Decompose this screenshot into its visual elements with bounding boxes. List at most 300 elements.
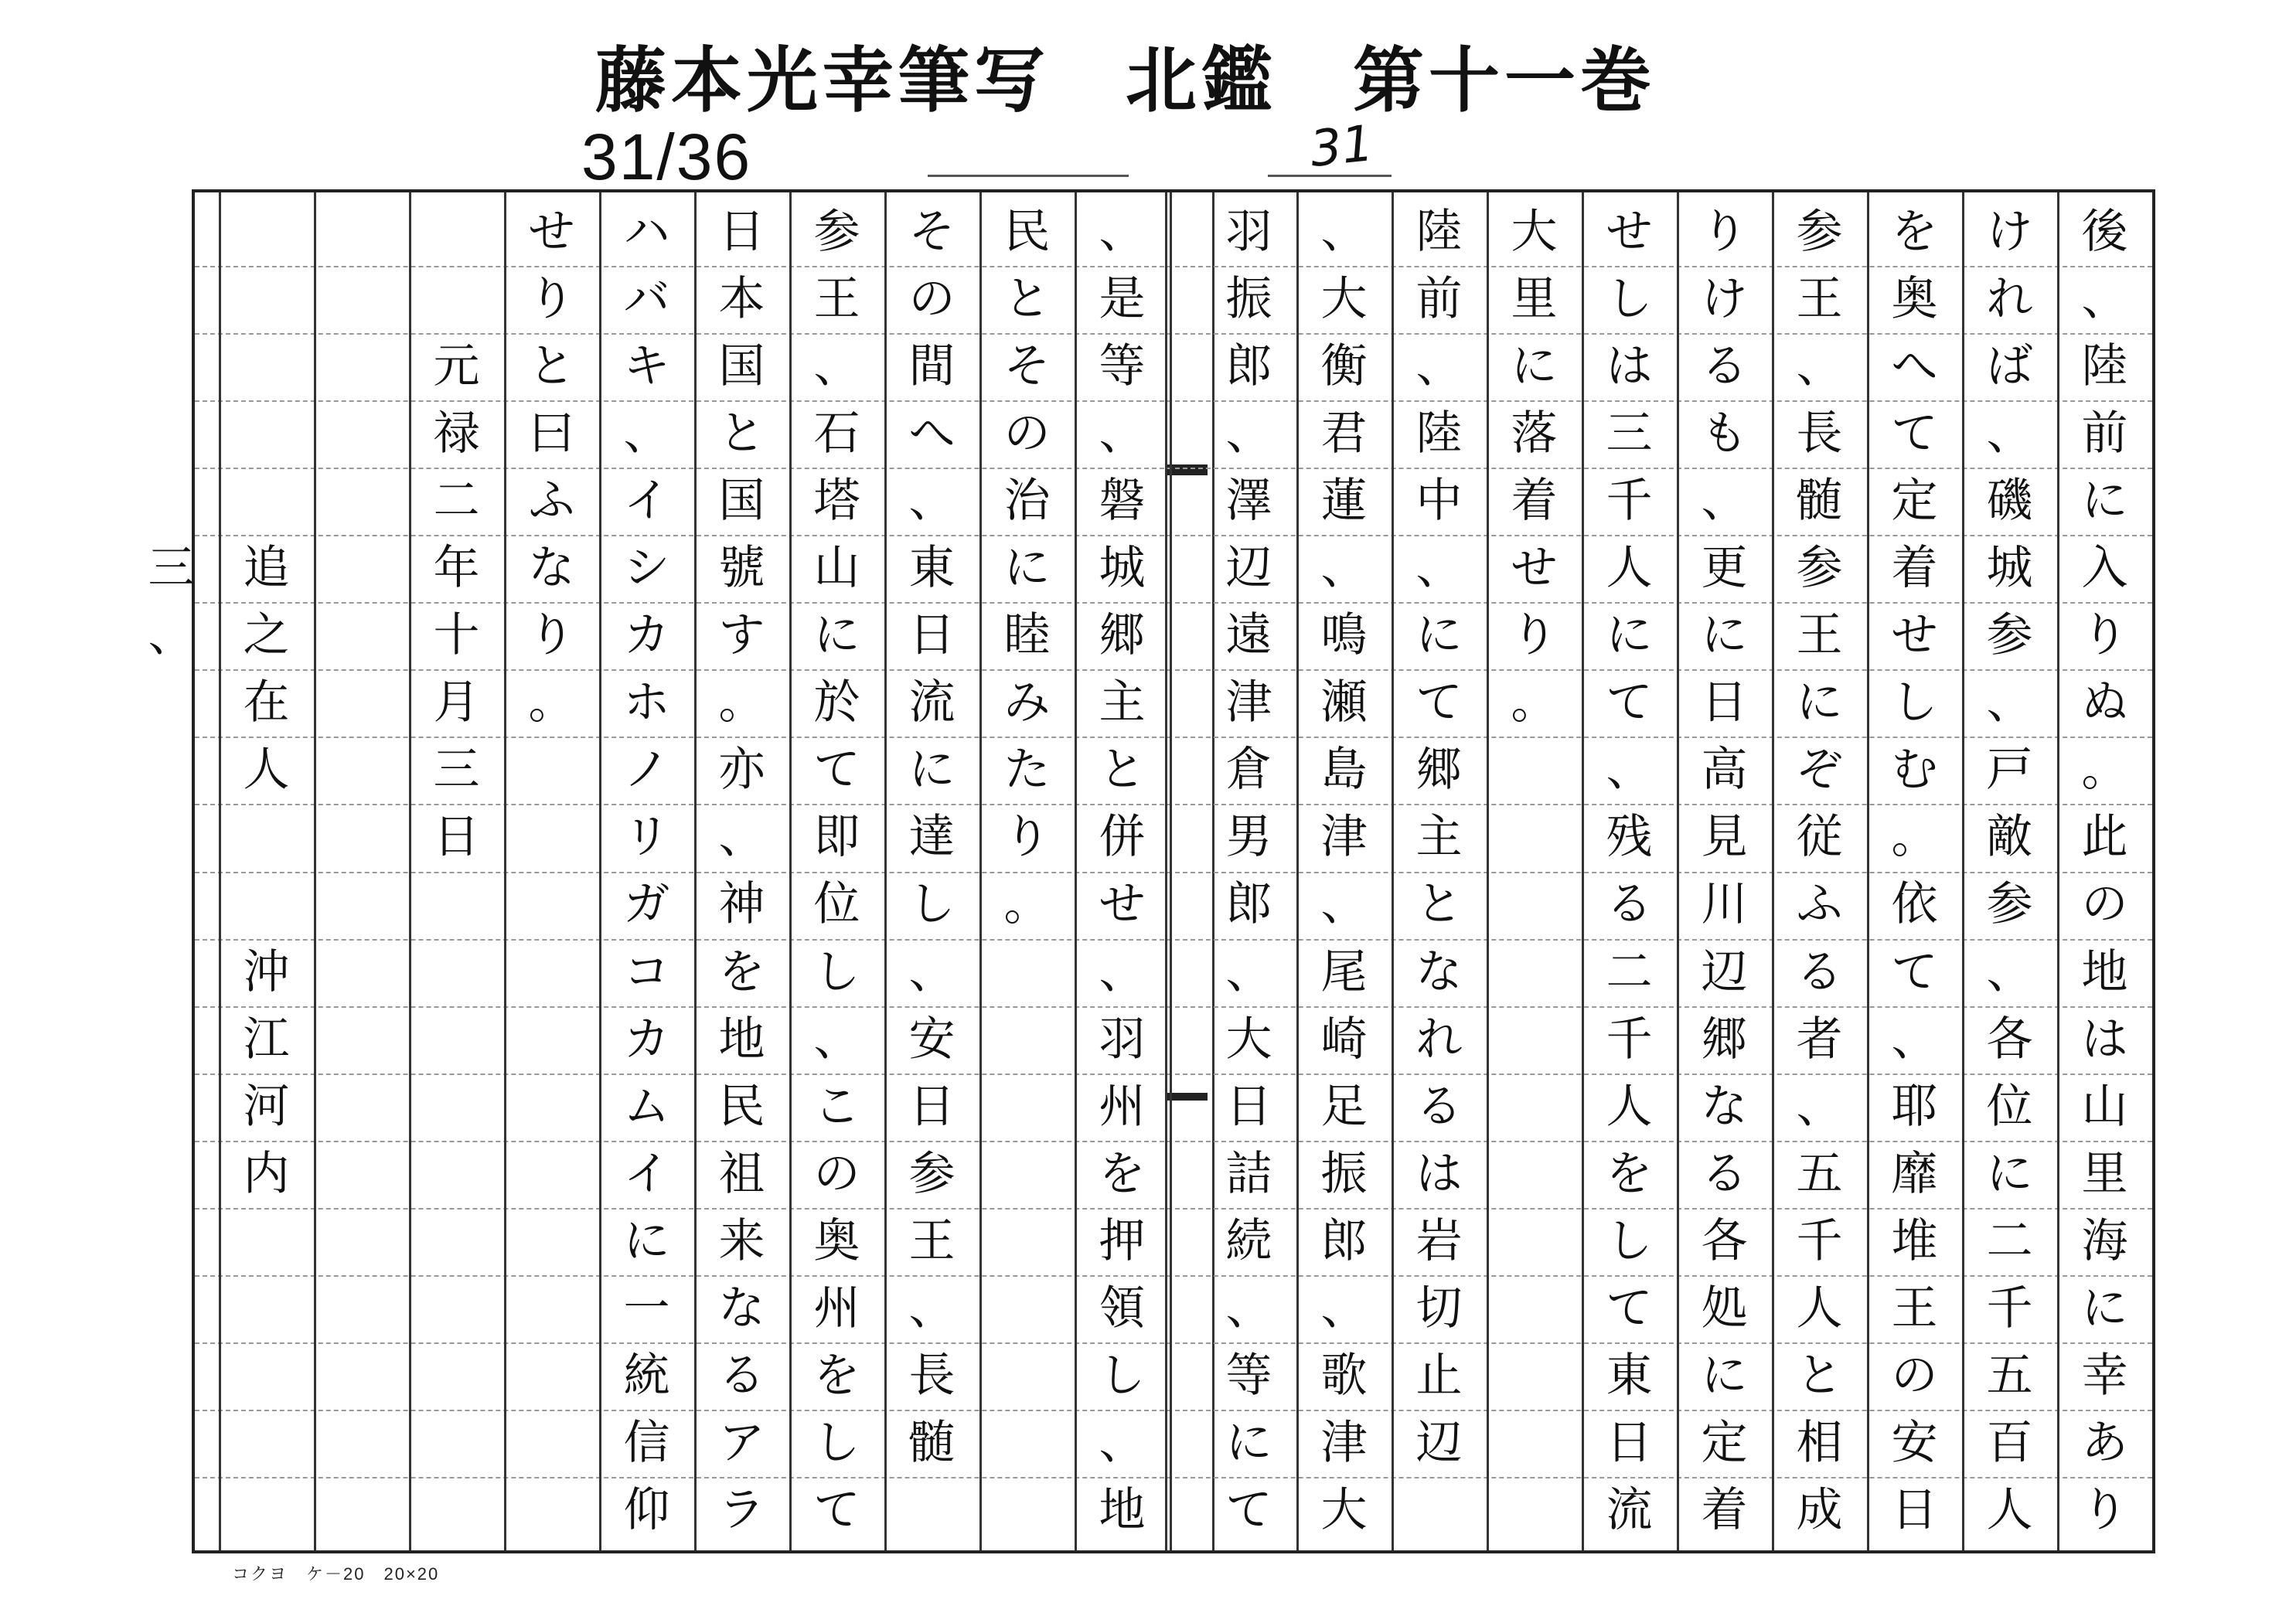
- manuscript-char: り: [1511, 608, 1558, 663]
- manuscript-char: け: [1986, 205, 2033, 259]
- manuscript-char: 東: [908, 541, 956, 596]
- manuscript-char: 城: [1986, 541, 2033, 596]
- manuscript-char: [314, 1275, 409, 1342]
- manuscript-char: り: [2081, 1482, 2128, 1537]
- manuscript-char: は: [1415, 1146, 1463, 1201]
- manuscript-column: [979, 199, 1075, 1544]
- manuscript-char: 遠: [1225, 608, 1272, 663]
- manuscript-char: ふ: [528, 474, 575, 529]
- document-title: 藤本光幸筆写 北鑑 第十一巻: [595, 39, 1657, 122]
- manuscript-char: 、: [1986, 675, 2033, 730]
- manuscript-char: 津: [1320, 810, 1368, 865]
- manuscript-char: [219, 1275, 314, 1342]
- manuscript-char: 日: [1891, 1482, 1938, 1537]
- manuscript-char: に: [1003, 541, 1051, 596]
- manuscript-char: [124, 400, 219, 468]
- manuscript-char: し: [1891, 675, 1938, 730]
- manuscript-char: イ: [623, 474, 670, 529]
- manuscript-char: 主: [1099, 675, 1146, 730]
- manuscript-char: 即: [813, 810, 860, 865]
- manuscript-char: 入: [2081, 541, 2128, 596]
- manuscript-char: る: [1415, 1079, 1463, 1134]
- manuscript-char: [314, 737, 409, 804]
- manuscript-char: [884, 1477, 979, 1544]
- manuscript-char: 十: [433, 608, 480, 663]
- manuscript-char: 信: [623, 1415, 670, 1470]
- manuscript-char: ア: [718, 1415, 765, 1470]
- manuscript-char: [979, 1477, 1075, 1544]
- manuscript-char: 、: [1320, 1281, 1368, 1335]
- manuscript-char: 沖: [243, 944, 290, 999]
- manuscript-char: て: [1415, 675, 1463, 730]
- manuscript-char: に: [813, 608, 860, 663]
- manuscript-char: [1487, 1208, 1582, 1275]
- manuscript-char: な: [1415, 944, 1463, 999]
- manuscript-char: 振: [1225, 272, 1272, 327]
- manuscript-char: [979, 1342, 1075, 1410]
- manuscript-char: し: [908, 877, 956, 932]
- manuscript-column: [1201, 199, 1296, 1544]
- manuscript-char: 続: [1225, 1213, 1272, 1268]
- manuscript-char: [314, 1141, 409, 1208]
- manuscript-column: [599, 199, 694, 1544]
- manuscript-char: 倉: [1225, 743, 1272, 798]
- manuscript-char: 州: [813, 1281, 860, 1335]
- manuscript-char: [314, 468, 409, 535]
- manuscript-char: 衡: [1320, 339, 1368, 394]
- manuscript-char: 。: [2081, 743, 2128, 798]
- manuscript-char: 治: [1003, 474, 1051, 529]
- manuscript-char: す: [718, 608, 765, 663]
- manuscript-char: 、: [623, 407, 670, 461]
- manuscript-column: [1487, 199, 1582, 1544]
- manuscript-char: 王: [1796, 608, 1843, 663]
- manuscript-char: [1487, 804, 1582, 871]
- manuscript-char: 尾: [1320, 944, 1368, 999]
- manuscript-char: [124, 199, 219, 266]
- manuscript-char: 津: [1320, 1415, 1368, 1470]
- manuscript-char: 蓮: [1320, 474, 1368, 529]
- manuscript-char: と: [528, 339, 575, 394]
- manuscript-char: の: [2081, 877, 2128, 932]
- handwritten-page-number: 31: [1307, 114, 1377, 179]
- manuscript-char: て: [813, 743, 860, 798]
- manuscript-char: 津: [1225, 675, 1272, 730]
- manuscript-char: る: [1701, 1146, 1748, 1201]
- manuscript-char: に: [1986, 1146, 2033, 1201]
- manuscript-char: 千: [1606, 1012, 1653, 1067]
- manuscript-char: の: [1891, 1348, 1938, 1403]
- manuscript-char: 高: [1701, 743, 1748, 798]
- manuscript-char: [979, 939, 1075, 1006]
- manuscript-char: 領: [1099, 1281, 1146, 1335]
- manuscript-char: [979, 1141, 1075, 1208]
- manuscript-char: て: [1225, 1482, 1272, 1537]
- manuscript-char: に: [1701, 608, 1748, 663]
- manuscript-char: る: [1606, 877, 1653, 932]
- manuscript-char: 髄: [908, 1415, 956, 1470]
- manuscript-char: 人: [243, 743, 290, 798]
- manuscript-char: 里: [1511, 272, 1558, 327]
- manuscript-char: 地: [1099, 1482, 1146, 1537]
- manuscript-char: 定: [1701, 1415, 1748, 1470]
- manuscript-char: 前: [1415, 272, 1463, 327]
- manuscript-char: 羽: [1225, 205, 1272, 259]
- manuscript-char: [124, 333, 219, 400]
- manuscript-char: 鳴: [1320, 608, 1368, 663]
- manuscript-char: 千: [1796, 1213, 1843, 1268]
- manuscript-char: [1487, 1073, 1582, 1141]
- manuscript-char: の: [908, 272, 956, 327]
- manuscript-char: 川: [1701, 877, 1748, 932]
- manuscript-char: ば: [1986, 339, 2033, 394]
- manuscript-char: 郷: [1415, 743, 1463, 798]
- manuscript-char: 国: [718, 474, 765, 529]
- manuscript-char: 位: [813, 877, 860, 932]
- manuscript-char: 民: [1003, 205, 1051, 259]
- manuscript-char: 統: [623, 1348, 670, 1403]
- manuscript-char: を: [1099, 1146, 1146, 1201]
- manuscript-char: と: [1099, 743, 1146, 798]
- manuscript-char: 、: [718, 810, 765, 865]
- manuscript-char: 王: [813, 272, 860, 327]
- manuscript-char: に: [1225, 1415, 1272, 1470]
- manuscript-char: 、: [1099, 1415, 1146, 1470]
- manuscript-char: 来: [718, 1213, 765, 1268]
- manuscript-char: 参: [1796, 205, 1843, 259]
- manuscript-char: [409, 199, 504, 266]
- manuscript-char: [314, 1073, 409, 1141]
- manuscript-char: [409, 1410, 504, 1477]
- manuscript-char: 里: [2081, 1146, 2128, 1201]
- manuscript-char: り: [2081, 608, 2128, 663]
- manuscript-char: [219, 333, 314, 400]
- manuscript-char: に: [2081, 1281, 2128, 1335]
- manuscript-char: 参: [1986, 608, 2033, 663]
- manuscript-char: 日: [908, 608, 956, 663]
- manuscript-char: [409, 939, 504, 1006]
- manuscript-char: ノ: [623, 743, 670, 798]
- manuscript-char: け: [1701, 272, 1748, 327]
- manuscript-char: も: [1701, 407, 1748, 461]
- manuscript-char: り: [528, 608, 575, 663]
- manuscript-char: 歌: [1320, 1348, 1368, 1403]
- manuscript-char: 相: [1796, 1415, 1843, 1470]
- manuscript-char: 、: [1225, 1281, 1272, 1335]
- manuscript-char: 王: [1891, 1281, 1938, 1335]
- manuscript-char: 陸: [1415, 407, 1463, 461]
- manuscript-char: る: [1796, 944, 1843, 999]
- manuscript-char: [124, 1342, 219, 1410]
- manuscript-char: 内: [243, 1146, 290, 1201]
- manuscript-char: 河: [243, 1079, 290, 1134]
- manuscript-column: [2057, 199, 2152, 1544]
- manuscript-char: [314, 400, 409, 468]
- manuscript-char: [314, 333, 409, 400]
- manuscript-column: [1296, 199, 1392, 1544]
- manuscript-char: し: [813, 944, 860, 999]
- manuscript-char: 。: [718, 675, 765, 730]
- manuscript-char: 陸: [1415, 205, 1463, 259]
- manuscript-char: 曰: [528, 407, 575, 461]
- manuscript-char: へ: [1891, 339, 1938, 394]
- manuscript-char: 者: [1796, 1012, 1843, 1067]
- manuscript-char: [124, 669, 219, 737]
- manuscript-char: な: [1701, 1079, 1748, 1134]
- manuscript-char: 三: [1606, 407, 1653, 461]
- manuscript-char: 安: [908, 1012, 956, 1067]
- manuscript-char: 人: [1606, 1079, 1653, 1134]
- manuscript-char: 中: [1415, 474, 1463, 529]
- manuscript-char: 等: [1225, 1348, 1272, 1403]
- manuscript-char: 着: [1891, 541, 1938, 596]
- manuscript-char: [219, 400, 314, 468]
- manuscript-char: [314, 1410, 409, 1477]
- manuscript-char: 是: [1099, 272, 1146, 327]
- manuscript-char: [219, 1477, 314, 1544]
- manuscript-char: 陸: [2081, 339, 2128, 394]
- manuscript-char: [1487, 1477, 1582, 1544]
- manuscript-char: [124, 939, 219, 1006]
- manuscript-char: 男: [1225, 810, 1272, 865]
- manuscript-char: [409, 1073, 504, 1141]
- manuscript-column: [1677, 199, 1772, 1544]
- manuscript-char: 、: [2081, 272, 2128, 327]
- manuscript-char: [504, 1208, 599, 1275]
- manuscript-char: 堆: [1891, 1213, 1938, 1268]
- manuscript-char: 、: [908, 944, 956, 999]
- manuscript-char: [1487, 737, 1582, 804]
- manuscript-char: 民: [718, 1079, 765, 1134]
- manuscript-char: 千: [1606, 474, 1653, 529]
- manuscript-char: イ: [623, 1146, 670, 1201]
- manuscript-char: る: [718, 1348, 765, 1403]
- manuscript-column: [1075, 199, 1170, 1544]
- manuscript-char: 千: [1986, 1281, 2033, 1335]
- manuscript-char: [219, 1410, 314, 1477]
- manuscript-char: 、: [1415, 339, 1463, 394]
- manuscript-char: [504, 1141, 599, 1208]
- manuscript-char: 、: [1225, 944, 1272, 999]
- manuscript-char: 更: [1701, 541, 1748, 596]
- manuscript-char: 靡: [1891, 1146, 1938, 1201]
- manuscript-char: 奥: [813, 1213, 860, 1268]
- manuscript-char: [1487, 1275, 1582, 1342]
- manuscript-char: て: [1606, 675, 1653, 730]
- manuscript-char: 、: [1099, 944, 1146, 999]
- manuscript-column: [1962, 199, 2057, 1544]
- manuscript-char: [314, 535, 409, 602]
- manuscript-char: 神: [718, 877, 765, 932]
- manuscript-sheet: [148, 189, 2155, 1553]
- manuscript-char: の: [813, 1146, 860, 1201]
- manuscript-char: 江: [243, 1012, 290, 1067]
- manuscript-char: 郷: [1701, 1012, 1748, 1067]
- manuscript-char: [409, 1208, 504, 1275]
- manuscript-char: [1487, 1410, 1582, 1477]
- manuscript-char: [314, 199, 409, 266]
- manuscript-char: せ: [1606, 205, 1653, 259]
- manuscript-column: [1867, 199, 1962, 1544]
- manuscript-char: 、: [1225, 407, 1272, 461]
- manuscript-char: [504, 737, 599, 804]
- manuscript-char: そ: [1003, 339, 1051, 394]
- manuscript-char: 一: [623, 1281, 670, 1335]
- manuscript-char: 落: [1511, 407, 1558, 461]
- manuscript-char: [409, 1342, 504, 1410]
- manuscript-char: [1487, 1342, 1582, 1410]
- manuscript-char: 人: [1986, 1482, 2033, 1537]
- manuscript-char: 幸: [2081, 1348, 2128, 1403]
- manuscript-char: 振: [1320, 1146, 1368, 1201]
- manuscript-char: は: [1606, 339, 1653, 394]
- manuscript-char: 郎: [1320, 1213, 1368, 1268]
- manuscript-char: 追: [243, 541, 290, 596]
- manuscript-column: [409, 199, 504, 1544]
- manuscript-char: [504, 1477, 599, 1544]
- manuscript-char: [409, 1006, 504, 1073]
- manuscript-char: て: [813, 1482, 860, 1537]
- page-counter: 31/36: [581, 121, 752, 193]
- manuscript-char: 石: [813, 407, 860, 461]
- manuscript-char: 奥: [1891, 272, 1938, 327]
- manuscript-char: 着: [1511, 474, 1558, 529]
- manuscript-char: [124, 1477, 219, 1544]
- manuscript-char: [124, 266, 219, 333]
- manuscript-char: 之: [243, 608, 290, 663]
- manuscript-char: と: [1003, 272, 1051, 327]
- manuscript-char: [1487, 1006, 1582, 1073]
- manuscript-char: 在: [243, 675, 290, 730]
- manuscript-char: 大: [1511, 205, 1558, 259]
- manuscript-char: [504, 804, 599, 871]
- manuscript-char: 於: [813, 675, 860, 730]
- manuscript-char: リ: [623, 810, 670, 865]
- manuscript-char: [1487, 1141, 1582, 1208]
- manuscript-char: バ: [623, 272, 670, 327]
- manuscript-char: な: [528, 541, 575, 596]
- manuscript-char: [124, 737, 219, 804]
- manuscript-char: カ: [623, 608, 670, 663]
- manuscript-char: [409, 1477, 504, 1544]
- manuscript-char: れ: [1986, 272, 2033, 327]
- manuscript-char: し: [1606, 272, 1653, 327]
- manuscript-char: に: [1606, 608, 1653, 663]
- manuscript-char: 地: [718, 1012, 765, 1067]
- manuscript-char: 成: [1796, 1482, 1843, 1537]
- manuscript-char: 澤: [1225, 474, 1272, 529]
- manuscript-char: 、: [813, 339, 860, 394]
- manuscript-char: 磯: [1986, 474, 2033, 529]
- manuscript-char: 三: [148, 541, 195, 596]
- manuscript-char: [314, 1006, 409, 1073]
- manuscript-char: 。: [1891, 810, 1938, 865]
- manuscript-column: [1772, 199, 1867, 1544]
- manuscript-char: 辺: [1701, 944, 1748, 999]
- manuscript-char: な: [718, 1281, 765, 1335]
- manuscript-char: [219, 1342, 314, 1410]
- manuscript-column: [884, 199, 979, 1544]
- manuscript-char: 辺: [1225, 541, 1272, 596]
- manuscript-char: は: [2081, 1012, 2128, 1067]
- manuscript-char: 郎: [1225, 339, 1272, 394]
- manuscript-char: [314, 1208, 409, 1275]
- manuscript-char: 、: [1796, 339, 1843, 394]
- manuscript-char: [314, 939, 409, 1006]
- manuscript-char: 元: [433, 339, 480, 394]
- manuscript-char: 依: [1891, 877, 1938, 932]
- manuscript-char: こ: [813, 1079, 860, 1134]
- manuscript-char: 日: [1606, 1415, 1653, 1470]
- manuscript-char: [979, 1275, 1075, 1342]
- manuscript-char: 此: [2081, 810, 2128, 865]
- manuscript-char: [1487, 871, 1582, 938]
- manuscript-char: ハ: [623, 205, 670, 259]
- manuscript-char: 亦: [718, 743, 765, 798]
- manuscript-char: [219, 804, 314, 871]
- manuscript-char: 参: [1986, 877, 2033, 932]
- manuscript-char: 切: [1415, 1281, 1463, 1335]
- manuscript-char: り: [528, 272, 575, 327]
- manuscript-char: 着: [1701, 1482, 1748, 1537]
- manuscript-column: [314, 199, 409, 1544]
- manuscript-char: 参: [813, 205, 860, 259]
- manuscript-char: 髄: [1796, 474, 1843, 529]
- manuscript-char: 位: [1986, 1079, 2033, 1134]
- manuscript-char: [219, 468, 314, 535]
- manuscript-char: に: [908, 743, 956, 798]
- manuscript-column: [789, 199, 884, 1544]
- manuscript-char: 大: [1320, 272, 1368, 327]
- manuscript-char: [979, 1410, 1075, 1477]
- manuscript-char: 、: [908, 1281, 956, 1335]
- manuscript-char: 月: [433, 675, 480, 730]
- manuscript-char: 併: [1099, 810, 1146, 865]
- manuscript-char: 、: [1099, 407, 1146, 461]
- manuscript-char: 安: [1891, 1415, 1938, 1470]
- manuscript-char: 百: [1986, 1415, 2033, 1470]
- manuscript-char: 王: [908, 1213, 956, 1268]
- manuscript-char: [124, 1275, 219, 1342]
- manuscript-char: 見: [1701, 810, 1748, 865]
- manuscript-char: 辺: [1415, 1415, 1463, 1470]
- manuscript-char: 日: [433, 810, 480, 865]
- manuscript-char: 本: [718, 272, 765, 327]
- manuscript-char: 参: [1796, 541, 1843, 596]
- manuscript-char: [314, 804, 409, 871]
- manuscript-char: 詰: [1225, 1146, 1272, 1201]
- manuscript-char: 敵: [1986, 810, 2033, 865]
- manuscript-char: 日: [908, 1079, 956, 1134]
- manuscript-char: 、: [908, 474, 956, 529]
- manuscript-char: を: [813, 1348, 860, 1403]
- manuscript-char: 三: [433, 743, 480, 798]
- manuscript-char: [504, 1410, 599, 1477]
- manuscript-char: [314, 669, 409, 737]
- manuscript-char: 郎: [1225, 877, 1272, 932]
- manuscript-char: [314, 1342, 409, 1410]
- manuscript-char: 前: [2081, 407, 2128, 461]
- manuscript-char: 號: [718, 541, 765, 596]
- manuscript-char: 。: [1003, 877, 1051, 932]
- manuscript-char: 従: [1796, 810, 1843, 865]
- manuscript-char: て: [1891, 944, 1938, 999]
- manuscript-column: [694, 199, 789, 1544]
- manuscript-char: し: [1099, 1348, 1146, 1403]
- manuscript-char: 等: [1099, 339, 1146, 394]
- manuscript-char: 止: [1415, 1348, 1463, 1403]
- manuscript-char: 。: [1511, 675, 1558, 730]
